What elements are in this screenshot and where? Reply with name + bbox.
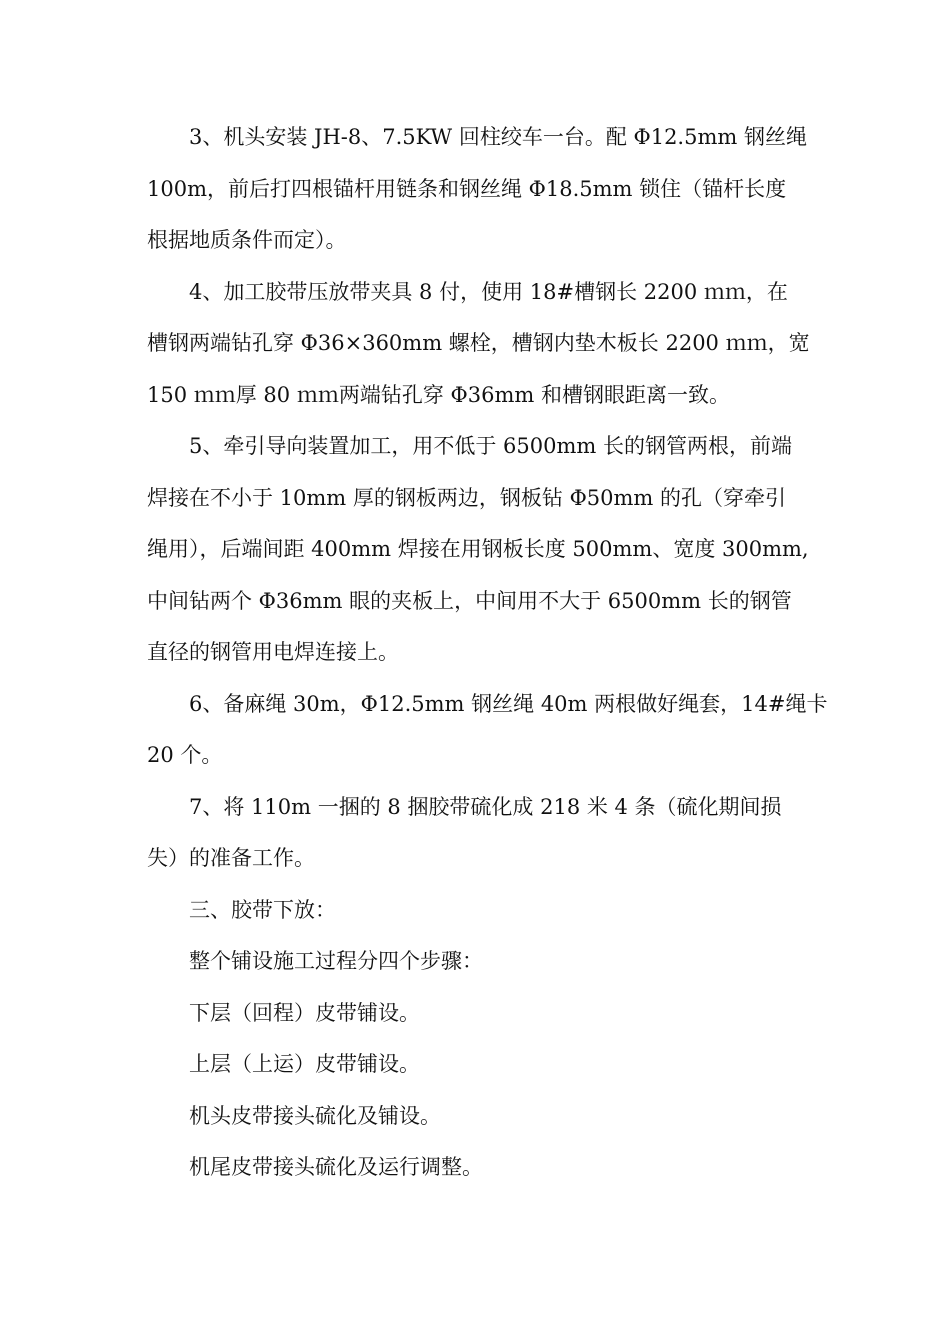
text-line: 6、备麻绳 30m，Φ12.5mm 钢丝绳 40m 两根做好绳套，14#绳卡 — [189, 691, 828, 716]
text-line: 下层（回程）皮带铺设。 — [189, 1000, 420, 1025]
text-line: 失）的准备工作。 — [147, 846, 315, 870]
text-line: 上层（上运）皮带铺设。 — [189, 1052, 420, 1076]
document-body — [147, 112, 828, 1194]
text-line: 槽钢两端钻孔穿 Φ36×360mm 螺栓，槽钢内垫木板长 2200 ｍｍ，宽 — [147, 331, 810, 355]
text-line: 20 个。 — [147, 743, 223, 767]
text-line: 3、机头安装 JH-8、7.5KW 回柱绞车一台。配 Φ12.5mm 钢丝绳 — [189, 125, 807, 149]
text-line: 150 ｍｍ厚 80 ｍｍ两端钻孔穿 Φ36mm 和槽钢眼距离一致。 — [147, 382, 730, 407]
text-line: 直径的钢管用电焊连接上。 — [147, 640, 399, 664]
text-line: 根据地质条件而定）。 — [147, 228, 347, 252]
text-line: 绳用），后端间距 400mm 焊接在用钢板长度 500mm、宽度 300mm, — [147, 537, 809, 561]
paragraph-item-6 — [147, 679, 828, 782]
text-line: 7、将 110m 一捆的 8 捆胶带硫化成 218 米 4 条（硫化期间损 — [189, 794, 782, 819]
paragraph-item-4 — [147, 267, 810, 422]
text-line: 100m，前后打四根锚杆用链条和钢丝绳 Φ18.5mm 锁住（锚杆长度 — [147, 176, 787, 201]
text-line: 机头皮带接头硫化及铺设。 — [189, 1103, 441, 1128]
step-item-2 — [147, 1039, 807, 1091]
paragraph-item-3 — [147, 112, 807, 267]
text-line: 焊接在不小于 10mm 厚的钢板两边，钢板钻 Φ50mm 的孔（穿牵引 — [147, 485, 787, 510]
section-heading: 三、胶带下放： — [189, 897, 336, 922]
step-item-4 — [147, 1142, 807, 1194]
text-line: 5、牵引导向装置加工，用不低于 6500mm 长的钢管两根，前端 — [189, 434, 792, 458]
text-line: 整个铺设施工过程分四个步骤： — [189, 949, 483, 973]
paragraph-item-5 — [147, 421, 807, 679]
paragraph-item-7 — [147, 782, 807, 885]
step-item-1 — [147, 988, 807, 1040]
text-line: 中间钻两个 Φ36mm 眼的夹板上，中间用不大于 6500mm 长的钢管 — [147, 588, 792, 613]
step-item-3 — [147, 1091, 807, 1143]
paragraph-steps-intro — [147, 936, 807, 988]
section-heading-belt-lowering — [147, 885, 807, 937]
text-line: 机尾皮带接头硫化及运行调整。 — [189, 1155, 483, 1179]
text-line: 4、加工胶带压放带夹具 8 付，使用 18#槽钢长 2200 ｍｍ，在 — [189, 279, 788, 304]
